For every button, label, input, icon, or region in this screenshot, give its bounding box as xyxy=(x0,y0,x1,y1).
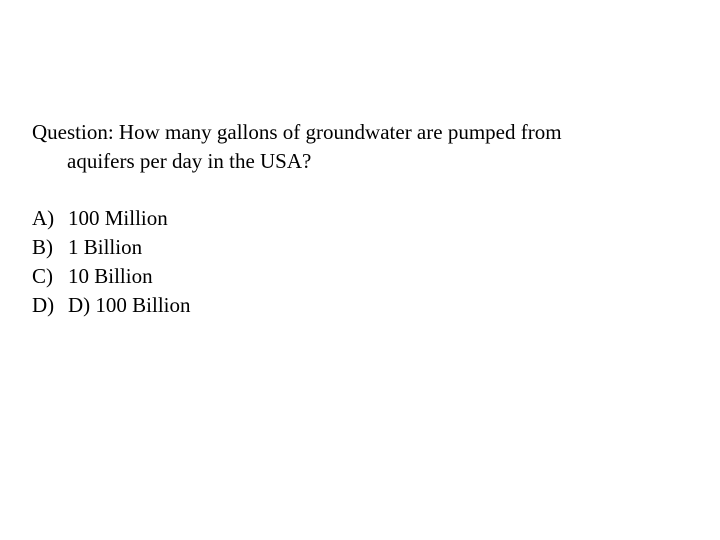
option-d xyxy=(32,291,191,320)
option-b xyxy=(32,233,191,262)
question-line-1: Question: How many gallons of groundwater are pumped from xyxy=(32,120,562,144)
option-text: 100 Million xyxy=(68,206,168,230)
option-text: 10 Billion xyxy=(68,264,153,288)
answer-options xyxy=(32,204,191,320)
option-letter: D) xyxy=(32,293,55,317)
option-letter: C) xyxy=(32,264,53,288)
option-letter: A) xyxy=(32,206,55,230)
option-text: 1 Billion xyxy=(68,235,143,259)
option-c xyxy=(32,262,191,291)
option-text: D) 100 Billion xyxy=(68,293,191,317)
question-line-2: aquifers per day in the USA? xyxy=(67,149,312,173)
option-a xyxy=(32,204,191,233)
question-text xyxy=(32,118,672,176)
option-letter: B) xyxy=(32,235,53,259)
